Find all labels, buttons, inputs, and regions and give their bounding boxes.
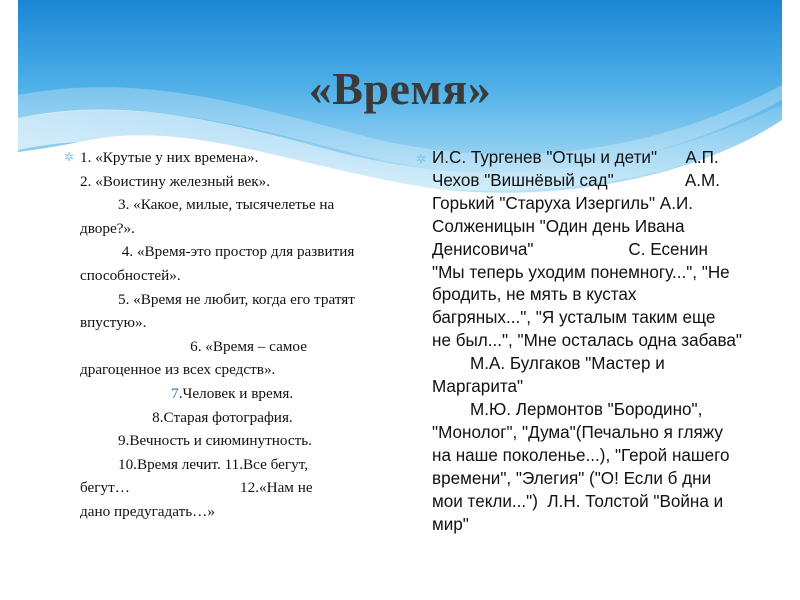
list-item: драгоценное из всех средств».	[80, 361, 276, 379]
text-line: "Мы теперь уходим понемногу...", "Не	[432, 262, 730, 282]
text-line: Горький "Старуха Изергиль" А.И.	[432, 193, 693, 213]
list-item: 5. «Время не любит, когда его тратят	[80, 290, 355, 308]
right-column-works	[416, 147, 742, 536]
text-line: "Монолог", "Дума"(Печально я гляжу	[432, 422, 723, 442]
list-item: впустую».	[80, 314, 147, 332]
list-item: 8.Старая фотография.	[80, 408, 293, 426]
indent	[80, 385, 171, 402]
text-line: не был...", "Мне осталась одна забава"	[432, 331, 742, 351]
list-item-7	[80, 382, 364, 406]
list-item-7-text: .Человек и время.	[178, 384, 294, 402]
list-item: дано предугадать…»	[80, 502, 215, 520]
left-column-topics	[64, 146, 364, 524]
text-line: времени", "Элегия" ("О! Если б дни	[432, 468, 712, 488]
text-line: багряных...", "Я усталым таким еще	[432, 308, 716, 328]
text-line: Чехов "Вишнёвый сад" А.М.	[432, 170, 721, 190]
asterisk-bullet-icon: ✲	[416, 152, 427, 166]
slide-title: «Время»	[308, 63, 492, 114]
text-line: бродить, не мять в кустах	[432, 285, 637, 305]
text-line: М.А. Булгаков "Мастер и	[432, 354, 665, 374]
asterisk-bullet-icon: ✲	[64, 150, 75, 164]
text-line: И.С. Тургенев "Отцы и дети" А.П.	[432, 148, 719, 167]
list-item: 3. «Какое, милые, тысячелетье на	[80, 196, 335, 214]
text-line: мир"	[432, 514, 469, 534]
list-item: дворе?».	[80, 219, 135, 237]
list-item: 9.Вечность и сиюминутность.	[80, 432, 312, 450]
list-item-7-number: 7	[171, 384, 179, 402]
list-item: 6. «Время – самое	[80, 337, 307, 355]
list-item: 1. «Крутые у них времена».	[80, 149, 259, 166]
list-item: 10.Время лечит. 11.Все бегут,	[80, 455, 309, 473]
list-item: 2. «Воистину железный век».	[80, 172, 271, 190]
list-item: бегут… 12.«Нам не	[80, 479, 313, 497]
text-line: Маргарита"	[432, 377, 524, 397]
text-line: М.Ю. Лермонтов "Бородино",	[432, 399, 703, 419]
text-line: мои текли...") Л.Н. Толстой "Война и	[432, 491, 724, 511]
left-column-text	[80, 146, 364, 524]
right-column-text	[432, 147, 742, 536]
text-line: на наше поколенье...), "Герой нашего	[432, 445, 730, 465]
list-item: способностей».	[80, 266, 181, 284]
text-line: Денисовича" С. Есенин	[432, 239, 708, 259]
list-item: 4. «Время-это простор для развития	[80, 243, 355, 261]
text-line: Солженицын "Один день Ивана	[432, 216, 685, 236]
